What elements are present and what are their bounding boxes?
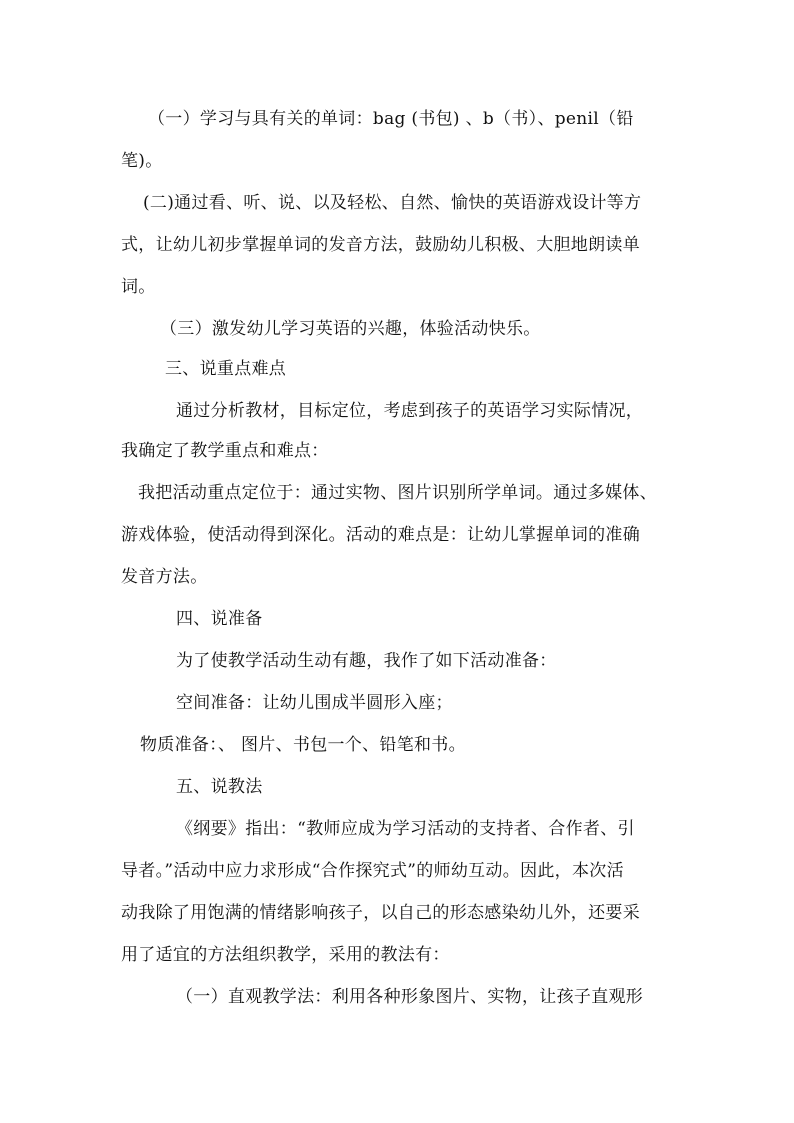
text-line-space-prep: 空间准备：让幼儿围成半圆形入座； [176, 693, 453, 713]
text-line-goal-2: (二)通过看、听、说、以及轻松、自然、愉快的英语游戏设计等方 [143, 193, 642, 213]
text-line-goal-2-cont: 式，让幼儿初步掌握单词的发音方法，鼓励幼儿积极、大胆地朗读单 [121, 235, 640, 255]
text-line-keypoint: 我把活动重点定位于：通过实物、图片识别所学单词。通过多媒体、 [138, 483, 657, 503]
section-heading-4: 四、说准备 [176, 609, 263, 629]
text-line-analysis-cont: 我确定了教学重点和难点： [121, 441, 329, 461]
text-line-keypoint-end: 发音方法。 [121, 567, 208, 587]
text-line-preparation: 为了使教学活动生动有趣，我作了如下活动准备： [176, 651, 557, 671]
text-line-outline-cont-3: 用了适宜的方法组织教学，采用的教法有： [121, 945, 450, 965]
text-line-keypoint-cont: 游戏体验，使活动得到深化。活动的难点是：让幼儿掌握单词的准确 [121, 525, 640, 545]
text-line-goal-1-cont: 笔)。 [121, 151, 163, 171]
section-heading-3: 三、说重点难点 [165, 359, 287, 379]
text-line-method-1: （一）直观教学法：利用各种形象图片、实物，让孩子直观形 [176, 987, 644, 1007]
text-line-goal-1: （一）学习与具有关的单词：bag (书包) 、b（书）、penil（铅 [148, 109, 634, 129]
text-line-outline-cont-2: 动我除了用饱满的情绪影响孩子，以自己的形态感染幼儿外，还要采 [121, 903, 640, 923]
text-line-goal-3: （三）激发幼儿学习英语的兴趣，体验活动快乐。 [160, 319, 541, 339]
text-line-outline-cont-1: 导者。”活动中应力求形成“合作探究式”的师幼互动。因此，本次活 [121, 861, 624, 881]
section-heading-5: 五、说教法 [176, 777, 263, 797]
text-line-analysis: 通过分析教材，目标定位，考虑到孩子的英语学习实际情况， [176, 401, 644, 421]
text-line-goal-2-end: 词。 [121, 277, 156, 297]
text-line-outline: 《纲要》指出：“教师应成为学习活动的支持者、合作者、引 [176, 819, 635, 839]
text-line-material-prep: 物质准备：、 图片、书包一个、铅笔和书。 [140, 735, 466, 755]
